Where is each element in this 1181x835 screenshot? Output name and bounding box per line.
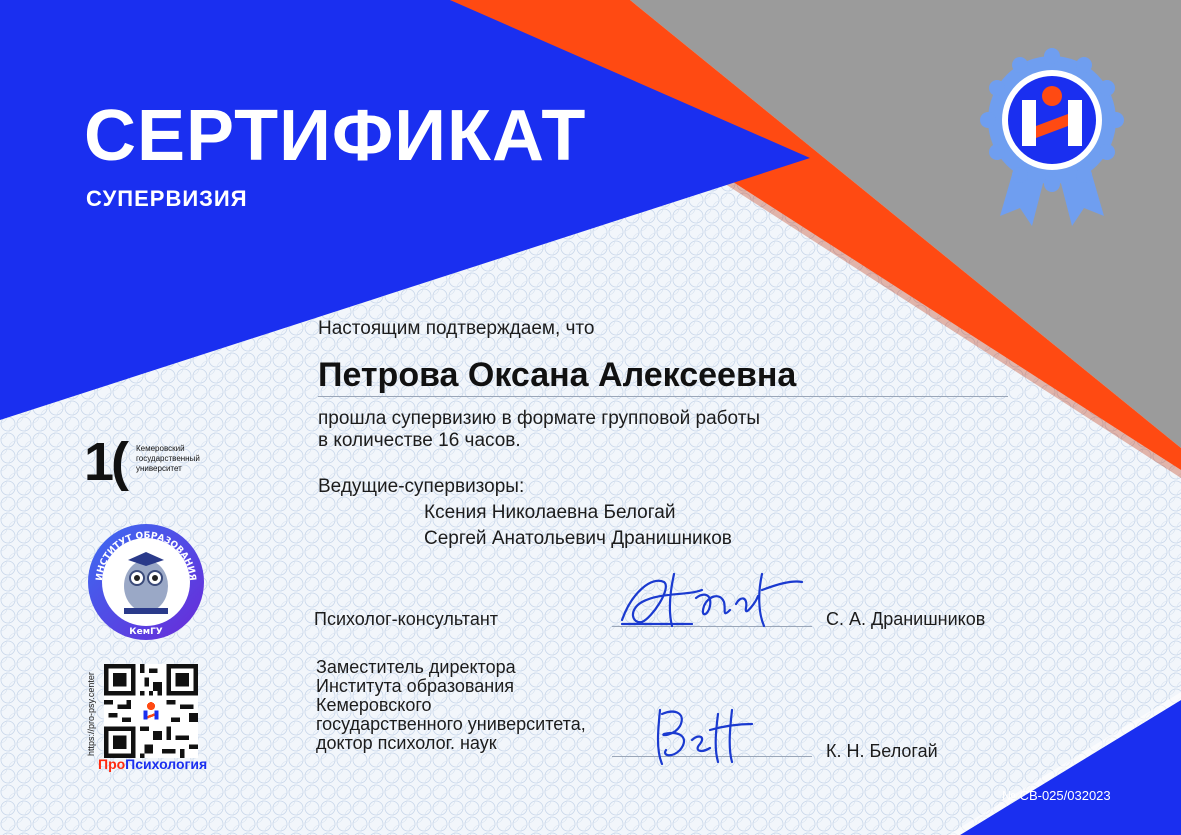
certificate-subtitle: СУПЕРВИЗИЯ	[86, 186, 248, 211]
supervisor-name: Ксения Николаевна Белогай	[424, 502, 676, 523]
intro-text: Настоящим подтверждаем, что	[318, 318, 595, 339]
qr-code-icon[interactable]	[104, 664, 198, 758]
signature-icon	[612, 562, 812, 642]
signatory-name: С. А. Дранишников	[826, 609, 986, 629]
body-line-1: прошла супервизию в формате групповой работы	[318, 408, 761, 429]
kemsu-logo-line: Кемеровский	[136, 444, 185, 453]
certificate-number: № СВ-025/032023	[1002, 788, 1111, 803]
svg-text:КемГУ: КемГУ	[129, 627, 163, 637]
signatory-role-line: государственного университета,	[316, 714, 586, 734]
body-line-2: в количестве 16 часов.	[318, 430, 521, 451]
signatory-role-line: Заместитель директора	[316, 657, 516, 677]
name-underline	[318, 396, 1008, 397]
signatory-role-line: Института образования	[316, 676, 514, 696]
svg-text:ИНСТИТУТ ОБРАЗОВАНИЯ: ИНСТИТУТ ОБРАЗОВАНИЯ	[94, 530, 198, 582]
qr-block	[86, 664, 216, 774]
kemsu-logo-mark: 1(	[84, 432, 127, 492]
institute-logo-icon	[84, 520, 208, 644]
recipient-name: Петрова Оксана Алексеевна	[318, 356, 797, 394]
qr-brand-rest: Психология	[125, 756, 208, 772]
kemsu-logo-text	[136, 444, 200, 474]
kemsu-logo-line: государственный	[136, 454, 200, 463]
kemsu-logo	[84, 432, 214, 498]
qr-url-text: https://pro-psy.center	[86, 672, 96, 756]
certificate-title: СЕРТИФИКАТ	[84, 96, 587, 176]
signatory-role: Психолог-консультант	[314, 609, 499, 629]
supervisors-label: Ведущие-супервизоры:	[318, 476, 525, 497]
qr-brand-label	[98, 756, 207, 772]
kemsu-logo-line: университет	[136, 464, 182, 473]
qr-brand-pro: Про	[98, 756, 126, 772]
signatory-role-line: Кемеровского	[316, 695, 432, 715]
signatory-role-line: доктор психолог. наук	[316, 733, 497, 753]
signatory-role-block	[316, 658, 586, 753]
qr-url-vertical	[86, 664, 102, 756]
supervisor-name: Сергей Анатольевич Дранишников	[424, 528, 732, 549]
rosette-badge-icon	[978, 44, 1126, 234]
signature-icon	[640, 700, 760, 770]
signatory-name: К. Н. Белогай	[826, 741, 938, 761]
